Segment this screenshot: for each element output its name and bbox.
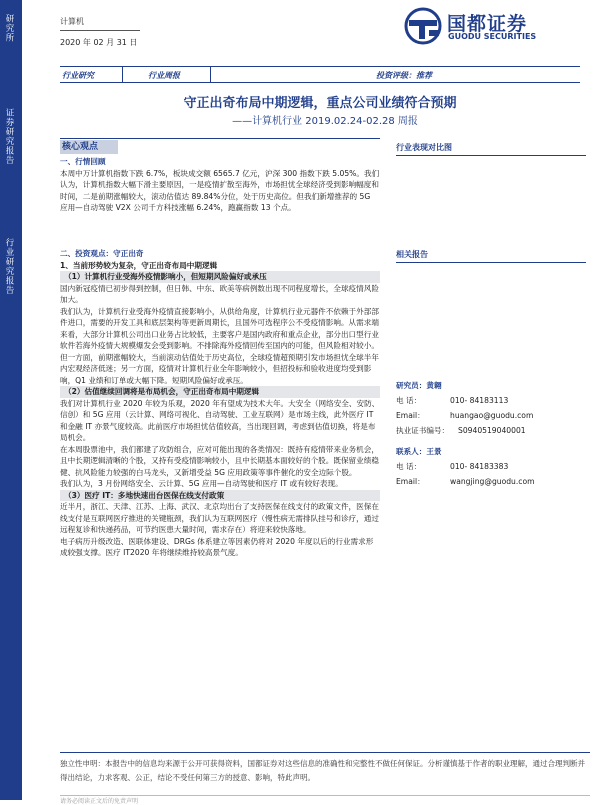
contact-email[interactable]: wangjing@guodu.com [450, 477, 535, 486]
body-paragraph: 电子病历升级改造、医联体建设、DRGs 体系建立等因素仍将对 2020 年度以后的行业需求形成较强支撑。医疗 IT2020 年将继续维持较高景气度。 [60, 536, 374, 557]
analyst-label: 研究员： [396, 381, 427, 390]
section-2-block [60, 248, 380, 559]
performance-chart-title: 行业表现对比图 [396, 142, 586, 156]
body-paragraph: 在本周股票池中，我们都建了攻防组合，应对可能出现的各类情况：既持有疫情带来业务机会，且中长期逻辑清晰的个股，又持有受疫情影响较小，且中长期基本面较好的个股。既保留业绩稳健、抗风险能力较强的白马龙头，又新增受益 5G 应用政策等事件催化的安全边际个股。 [60, 444, 379, 477]
body-paragraph: 但一方面，前期涨幅较大，当前滚动估值处于历史高位，全球疫情超预期引发市场担忧全球半年内宏观经济低迷；另一方面，疫情对计算机行业全年影响较小，但招投标和验收进度均受到影响，Q1 业绩和订单或大幅下降。短期风险偏好或承压。 [60, 352, 379, 385]
report-type-industry: 行业研究 [62, 71, 94, 80]
section-heading: 二、投资观点：守正出奇 [60, 249, 144, 258]
phone-label: 电 话： [396, 396, 422, 405]
body-paragraph: 我们认为，3 月份网络安全、云计算、5G 应用—自动驾驶和医疗 IT 或有较好表现。 [60, 479, 343, 488]
analyst-phone-row [396, 396, 586, 406]
analyst-cert: S0940519040001 [458, 426, 526, 435]
analyst-email[interactable]: huangao@guodu.com [450, 411, 534, 420]
report-category: 计算机 [60, 17, 84, 26]
company-logo [403, 6, 583, 46]
body-paragraph: 我们对计算机行业 2020 年较为乐观，2020 年有望成为技术大年。大安全（网络安全、安防、信创）和 5G 应用（云计算、网络可视化、自动驾驶、工业互联网）是市场主线，此外医疗 IT 和金融 IT 亦景气度较高。此前医疗市场担忧估值较高，当出现回调，考虑到估值切换，将是布局机会。 [60, 398, 380, 442]
report-title: 守正出奇布局中期逻辑，重点公司业绩符合预期 [183, 96, 457, 111]
section-1-block [60, 156, 380, 214]
analyst-name: 黄翱 [426, 381, 442, 390]
contact-label: 联系人： [396, 447, 427, 456]
related-reports-title: 相关报告 [396, 249, 586, 263]
analyst-cert-row [396, 426, 586, 436]
body-paragraph: 国内新冠疫情已初步得到控制，但日韩、中东、欧美等病例数出现不同程度增长，全球疫情风险加大。 [60, 283, 379, 304]
subsection-heading: 1、当前形势较为复杂，守正出奇布局中期逻辑 [60, 260, 218, 270]
highlight-heading: （2）估值继续回调将是布局机会，守正出奇布局中期逻辑 [60, 386, 380, 398]
highlight-heading: （1）计算机行业受海外疫情影响小，但短期风险偏好或承压 [60, 271, 380, 283]
cert-label: 执业证书编号： [396, 426, 450, 435]
sidebar-band [0, 0, 22, 800]
core-divider [60, 138, 380, 139]
phone-label: 电 话： [396, 462, 422, 471]
highlight-heading: （3）医疗 IT：多地快速出台医保在线支付政策 [60, 490, 380, 502]
analyst-phone: 010- 84183113 [450, 396, 509, 405]
guodu-logo-icon [403, 6, 445, 46]
email-label: Email： [396, 477, 425, 486]
contact-phone: 010- 84183383 [450, 462, 509, 471]
sidebar-label-industry-report: 行业研究报告 [4, 238, 14, 295]
meta-divider [60, 30, 140, 31]
type-separator [122, 66, 123, 83]
type-separator [210, 66, 211, 83]
sidebar-label-institute: 研究所 [4, 14, 14, 43]
report-date: 2020 年 02 月 31 日 [60, 38, 138, 47]
report-type-weekly: 行业周报 [148, 71, 180, 80]
contact-email-row [396, 477, 586, 487]
contact-phone-row [396, 462, 586, 472]
logo-text-en: GUODU SECURITIES [448, 32, 537, 41]
logo-text-cn: 国都证券 [447, 13, 528, 35]
sidebar-label-securities-report: 证券研究报告 [4, 108, 14, 165]
analyst-heading [396, 381, 442, 391]
body-paragraph: 近半月，浙江、天津、江苏、上海、武汉、北京均出台了支持医保在线支付的政策文件，医保在线支付是互联网医疗推进的关键瓶颈，我们认为互联网医疗（慢性病无需排队挂号和诊疗，通过远程复诊和快递药品，可节约医患大量时间，需求存在）将迎来较快落地。 [60, 502, 379, 534]
contact-heading [396, 447, 442, 457]
core-views-label: 核心观点 [60, 140, 118, 154]
body-paragraph: 本周中万计算机指数下跌 6.7%，板块成交额 6565.7 亿元，沪深 300 指数下跌 5.05%。我们认为，计算机指数大幅下滑主要原因，一是疫情扩散至海外，市场担忧全球经济受到影响幅度和时间，二是前期涨幅较大，滚动估值达 89.84%分位，处于历史高位。但我们新增推荐的 5G 应用—自动驾驶 V2X 公司千方科技涨幅 6.24%，跑赢指数 13 个点。 [60, 168, 380, 212]
independence-disclaimer: 独立性申明：本报告中的信息均来源于公开可获得资料，国都证券对这些信息的准确性和完整性不做任何保证。分析谨慎基于作者的职业理解，通过合理判断并得出结论，力求客观、公正，结论不受任何第三方的授意、影响，特此声明。 [60, 752, 590, 785]
body-paragraph: 我们认为，计算机行业受海外疫情直接影响小，从供给角度，计算机行业元器件不依赖于外部部件进口，需要的开发工具和底层架构等更新周期长，且国外可选程序公不受疫情影响。从需求端来看，大部分计算机公司出口业务占比较低，主要客户是国内政府和重点企业，部分出口型行业软件若海外疫情大规模爆发会受到影响。不排除海外疫情回传至国内的可能，但风险相对较小。 [60, 306, 379, 350]
contact-name: 王景 [426, 447, 442, 456]
report-type-bar [60, 66, 580, 83]
investment-rating: 投资评级：推荐 [376, 71, 432, 80]
section-heading: 一、行情回顾 [60, 157, 106, 166]
report-subtitle: ——计算机行业 2019.02.24-02.28 周报 [232, 116, 418, 127]
page-footer: 请务必阅读正文后的免责声明 [60, 795, 590, 805]
email-label: Email： [396, 411, 425, 420]
analyst-email-row [396, 411, 586, 421]
